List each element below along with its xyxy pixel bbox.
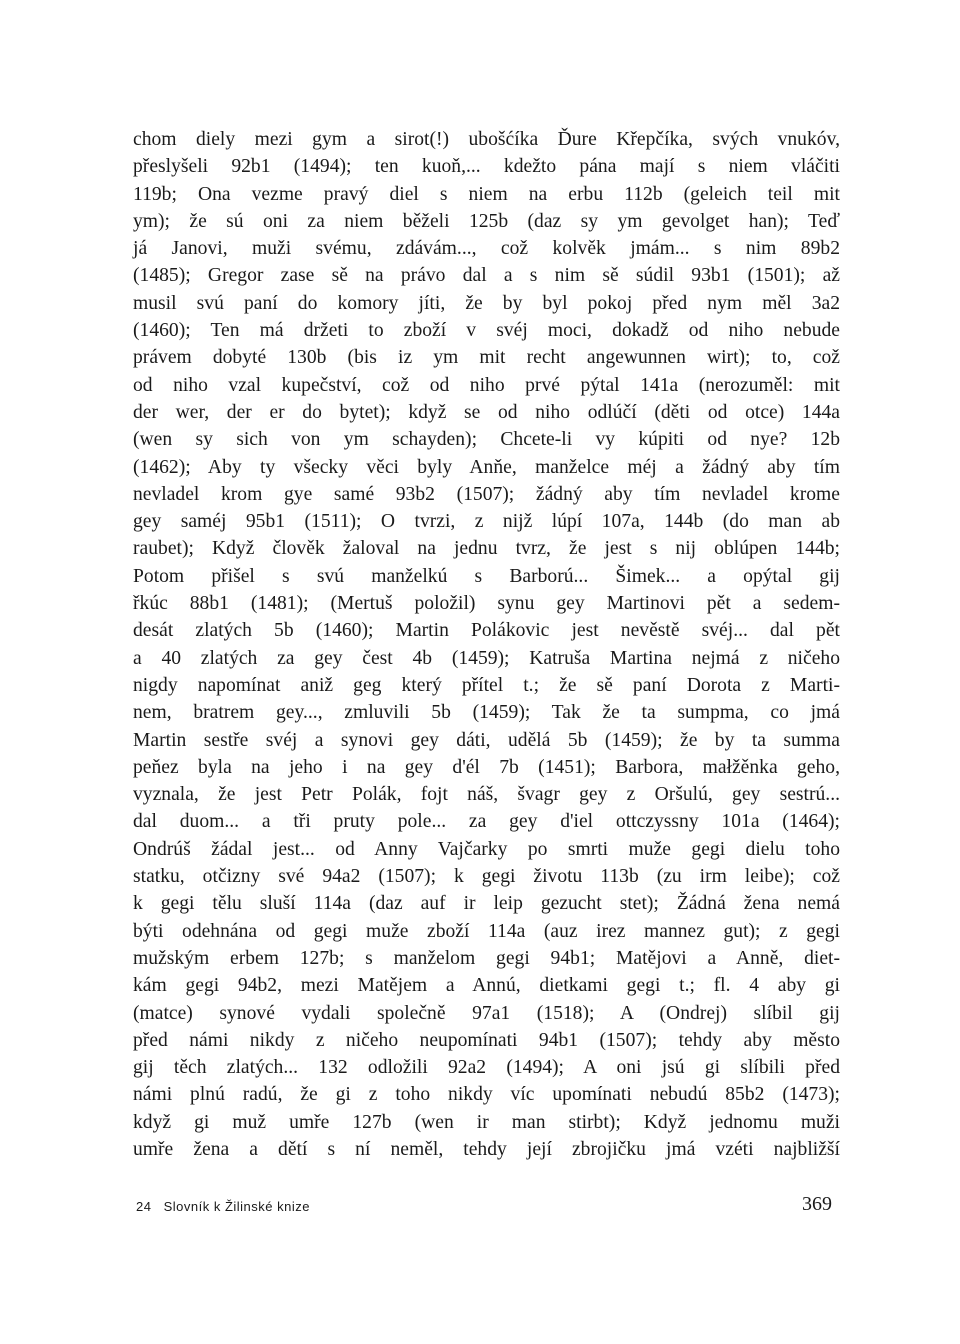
text-line: Potom přišel s svú manželkú s Barború... Šimek... a opýtal gij [133,565,840,587]
signature-title: Slovník k Žilinské knize [163,1199,310,1214]
text-line: (matce) synové vydali společně 97a1 (1518); A (Ondrej) slíbil gij [133,1002,840,1024]
text-line: před námi nikdy z ničeho neupomínati 94b1 (1507); tehdy aby město [133,1029,840,1051]
text-line: desát zlatých 5b (1460); Martin Polákovic jest nevěstě svéj... dal pět [133,620,840,642]
text-line: gij těch zlatých... 132 odložili 92a2 (1494); A oni jsú gi slíbili před [133,1057,840,1079]
text-line: der wer, der er do bytet); když se od niho odlúčí (děti od otce) 144a [133,401,840,423]
text-line: býti odehnána od gegi muže zboží 114a (auz irez mannez gut); z gegi [133,920,840,942]
text-line: dal duom... a tři pruty pole... za gey d'iel ottczyssny 101a (1464); [133,811,840,833]
text-line: a 40 zlatých za gey čest 4b (1459); Katruša Martina nejmá z ničeho [133,647,840,669]
text-line: statku, otčizny své 94a2 (1507); k gegi životu 113b (zu irm leibe); což [133,866,840,888]
text-line: Ondrúš žádal jest... od Anny Vajčarky po smrti muže gegi dielu toho [133,838,840,860]
text-line: 119b; Ona vezme pravý diel s niem na erbu 112b (geleich teil mit [133,183,840,205]
text-line: peňez byla na jeho i na gey d'él 7b (1451); Barbora, małžěnka geho, [133,756,840,778]
text-line: raubet); Když člověk žaloval na jednu tvrz, že jest s nij oblúpen 144b; [133,538,840,560]
text-line: od niho vzal kupečství, což od niho prvé pýtal 141a (nerozuměl: mit [133,374,840,396]
text-line: gey saméj 95b1 (1511); O tvrzi, z nijž lúpí 107a, 144b (do man ab [133,511,840,533]
text-line: (wen sy sich von ym schayden); Chcete-li vy kúpiti od nye? 12b [133,429,840,451]
text-line: musil svú paní do komory jíti, že by byl pokoj před nym měl 3a2 [133,292,840,314]
text-line: nigdy napomínat aniž geg který přítel t.; že sě paní Dorota z Marti- [133,674,840,696]
page-number: 369 [802,1193,832,1215]
text-line: Martin sestře svéj a synovi gey dáti, udělá 5b (1459); že by ta summa [133,729,840,751]
text-line: přeslyšeli 92b1 (1494); ten kuoň,... kdežto pána mají s niem vláčiti [133,156,840,178]
text-line: (1485); Gregor zase sě na právo dal a s nim sě súdil 93b1 (1501); až [133,265,840,287]
text-line: vyznala, že jest Petr Polák, fojt náš, švagr gey z Oršulú, gey sestrú... [133,784,840,806]
printer-signature [136,1199,310,1214]
text-line: ym); že sú oni za niem běželi 125b (daz sy ym gevolget han); Teď [133,210,840,232]
text-line: řkúc 88b1 (1481); (Mertuš položil) synu gey Martinovi pět a sedem- [133,593,840,615]
text-line: námi plnú radú, že gi z toho nikdy víc upomínati nebudú 85b2 (1473); [133,1084,840,1106]
text-line: já Janovi, muži svému, zdávám..., což kolvěk jmám... s nim 89b2 [133,238,840,260]
text-line: kám gegi 94b2, mezi Matějem a Annú, dietkami gegi t.; fl. 4 aby gi [133,975,840,997]
text-line: umře žena a dětí s ní neměl, tehdy její zbrojičku jmá vzéti najbližší [133,1138,840,1160]
text-line: mužským erbem 127b; s manželom gegi 94b1; Matějovi a Anně, diet- [133,947,840,969]
text-line: chom diely mezi gym a sirot(!) ubošćíka Ďure Křepčíka, svých vnukóv, [133,129,840,150]
text-line: nem, bratrem gey..., zmluvili 5b (1459); Tak že ta sumpma, co jmá [133,702,840,724]
text-line: právem dobyté 130b (bis iz ym mit recht angewunnen wirt); to, což [133,347,840,369]
text-line: když gi muž umře 127b (wen ir man stirbt); Když jednomu muži [133,1111,840,1133]
body-text [133,126,840,1163]
text-line: k gegi tělu sluší 114a (daz auf ir leip gezucht stet); Žádná žena nemá [133,893,840,915]
text-line: (1462); Aby ty všecky věci byly Anňe, manželce méj a žádný aby tím [133,456,840,478]
text-line: nevladel krom gye samé 93b2 (1507); žádný aby tím nevladel krome [133,483,840,505]
text-line: (1460); Ten má držeti to zboží v svéj moci, dokadž od niho nebude [133,320,840,342]
signature-number: 24 [136,1199,152,1214]
